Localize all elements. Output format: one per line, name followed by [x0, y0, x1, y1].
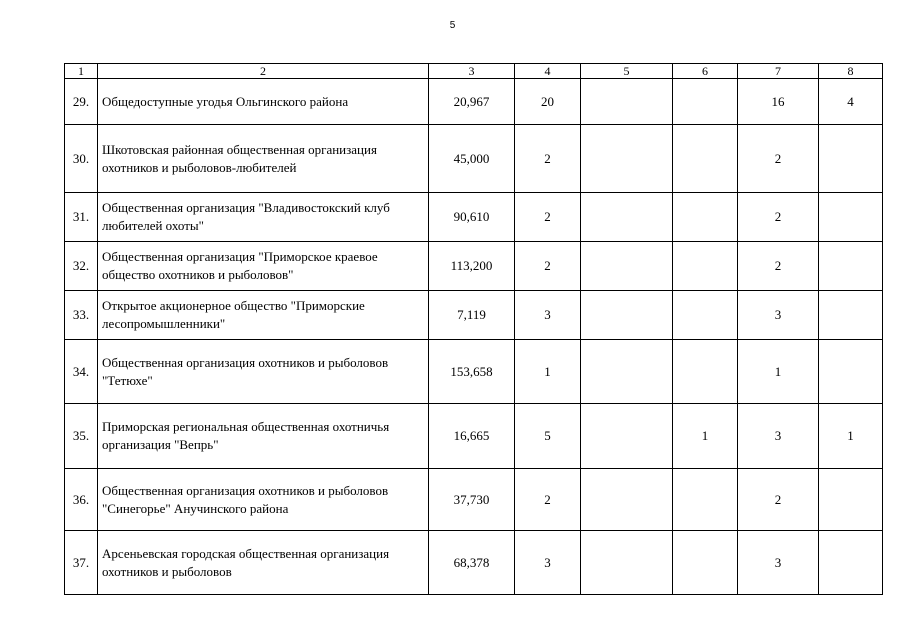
table-row: [65, 193, 883, 242]
column-header: 6: [673, 64, 738, 79]
cell-col5: [581, 340, 673, 404]
cell-col6: 1: [673, 404, 738, 469]
row-number: 34.: [65, 340, 98, 404]
cell-col8: [819, 242, 883, 291]
table-row: [65, 242, 883, 291]
table-row: [65, 340, 883, 404]
cell-col6: [673, 79, 738, 125]
table-row: [65, 291, 883, 340]
cell-col6: [673, 340, 738, 404]
organization-name: Общественная организация "Приморское краевое общество охотников и рыболовов": [98, 242, 429, 291]
cell-col4: 20: [515, 79, 581, 125]
cell-col7: 3: [738, 291, 819, 340]
cell-col4: 5: [515, 404, 581, 469]
organization-name: Общественная организация охотников и рыболовов "Синегорье" Анучинского района: [98, 469, 429, 531]
column-header: 3: [429, 64, 515, 79]
cell-col8: [819, 531, 883, 595]
cell-col6: [673, 469, 738, 531]
cell-col4: 2: [515, 193, 581, 242]
column-header: 2: [98, 64, 429, 79]
column-header: 8: [819, 64, 883, 79]
row-number: 31.: [65, 193, 98, 242]
cell-col3: 16,665: [429, 404, 515, 469]
cell-col5: [581, 242, 673, 291]
column-header: 5: [581, 64, 673, 79]
cell-col7: 1: [738, 340, 819, 404]
table-row: [65, 469, 883, 531]
row-number: 30.: [65, 125, 98, 193]
cell-col7: 16: [738, 79, 819, 125]
table-row: [65, 79, 883, 125]
organization-name: Открытое акционерное общество "Приморские лесопромышленники": [98, 291, 429, 340]
cell-col7: 3: [738, 531, 819, 595]
cell-col7: 2: [738, 193, 819, 242]
cell-col3: 90,610: [429, 193, 515, 242]
cell-col5: [581, 404, 673, 469]
row-number: 37.: [65, 531, 98, 595]
row-number: 33.: [65, 291, 98, 340]
cell-col3: 68,378: [429, 531, 515, 595]
table-row: [65, 125, 883, 193]
cell-col4: 2: [515, 469, 581, 531]
cell-col8: [819, 193, 883, 242]
row-number: 36.: [65, 469, 98, 531]
cell-col8: 1: [819, 404, 883, 469]
organization-name: Общедоступные угодья Ольгинского района: [98, 79, 429, 125]
cell-col7: 2: [738, 125, 819, 193]
cell-col4: 1: [515, 340, 581, 404]
cell-col5: [581, 125, 673, 193]
cell-col4: 2: [515, 242, 581, 291]
row-number: 29.: [65, 79, 98, 125]
cell-col7: 2: [738, 242, 819, 291]
cell-col4: 2: [515, 125, 581, 193]
cell-col3: 45,000: [429, 125, 515, 193]
organization-name: Общественная организация охотников и рыболовов "Тетюхе": [98, 340, 429, 404]
cell-col7: 2: [738, 469, 819, 531]
cell-col7: 3: [738, 404, 819, 469]
table-row: [65, 531, 883, 595]
organization-name: Приморская региональная общественная охотничья организация "Вепрь": [98, 404, 429, 469]
cell-col8: [819, 291, 883, 340]
cell-col5: [581, 469, 673, 531]
page-number: 5: [449, 20, 456, 31]
cell-col3: 37,730: [429, 469, 515, 531]
cell-col8: [819, 469, 883, 531]
table-row: [65, 404, 883, 469]
cell-col3: 7,119: [429, 291, 515, 340]
cell-col6: [673, 242, 738, 291]
cell-col6: [673, 125, 738, 193]
organization-name: Шкотовская районная общественная организация охотников и рыболовов-любителей: [98, 125, 429, 193]
cell-col6: [673, 531, 738, 595]
organization-name: Арсеньевская городская общественная организация охотников и рыболовов: [98, 531, 429, 595]
row-number: 32.: [65, 242, 98, 291]
cell-col5: [581, 291, 673, 340]
organization-name: Общественная организация "Владивостокский клуб любителей охоты": [98, 193, 429, 242]
column-header: 7: [738, 64, 819, 79]
cell-col8: 4: [819, 79, 883, 125]
cell-col5: [581, 193, 673, 242]
hunting-grounds-table: [64, 63, 883, 595]
cell-col3: 20,967: [429, 79, 515, 125]
cell-col5: [581, 79, 673, 125]
row-number: 35.: [65, 404, 98, 469]
cell-col4: 3: [515, 291, 581, 340]
cell-col5: [581, 531, 673, 595]
cell-col8: [819, 340, 883, 404]
header-row: [65, 64, 883, 79]
cell-col3: 113,200: [429, 242, 515, 291]
cell-col6: [673, 291, 738, 340]
cell-col6: [673, 193, 738, 242]
cell-col4: 3: [515, 531, 581, 595]
column-header: 4: [515, 64, 581, 79]
column-header: 1: [65, 64, 98, 79]
cell-col3: 153,658: [429, 340, 515, 404]
cell-col8: [819, 125, 883, 193]
